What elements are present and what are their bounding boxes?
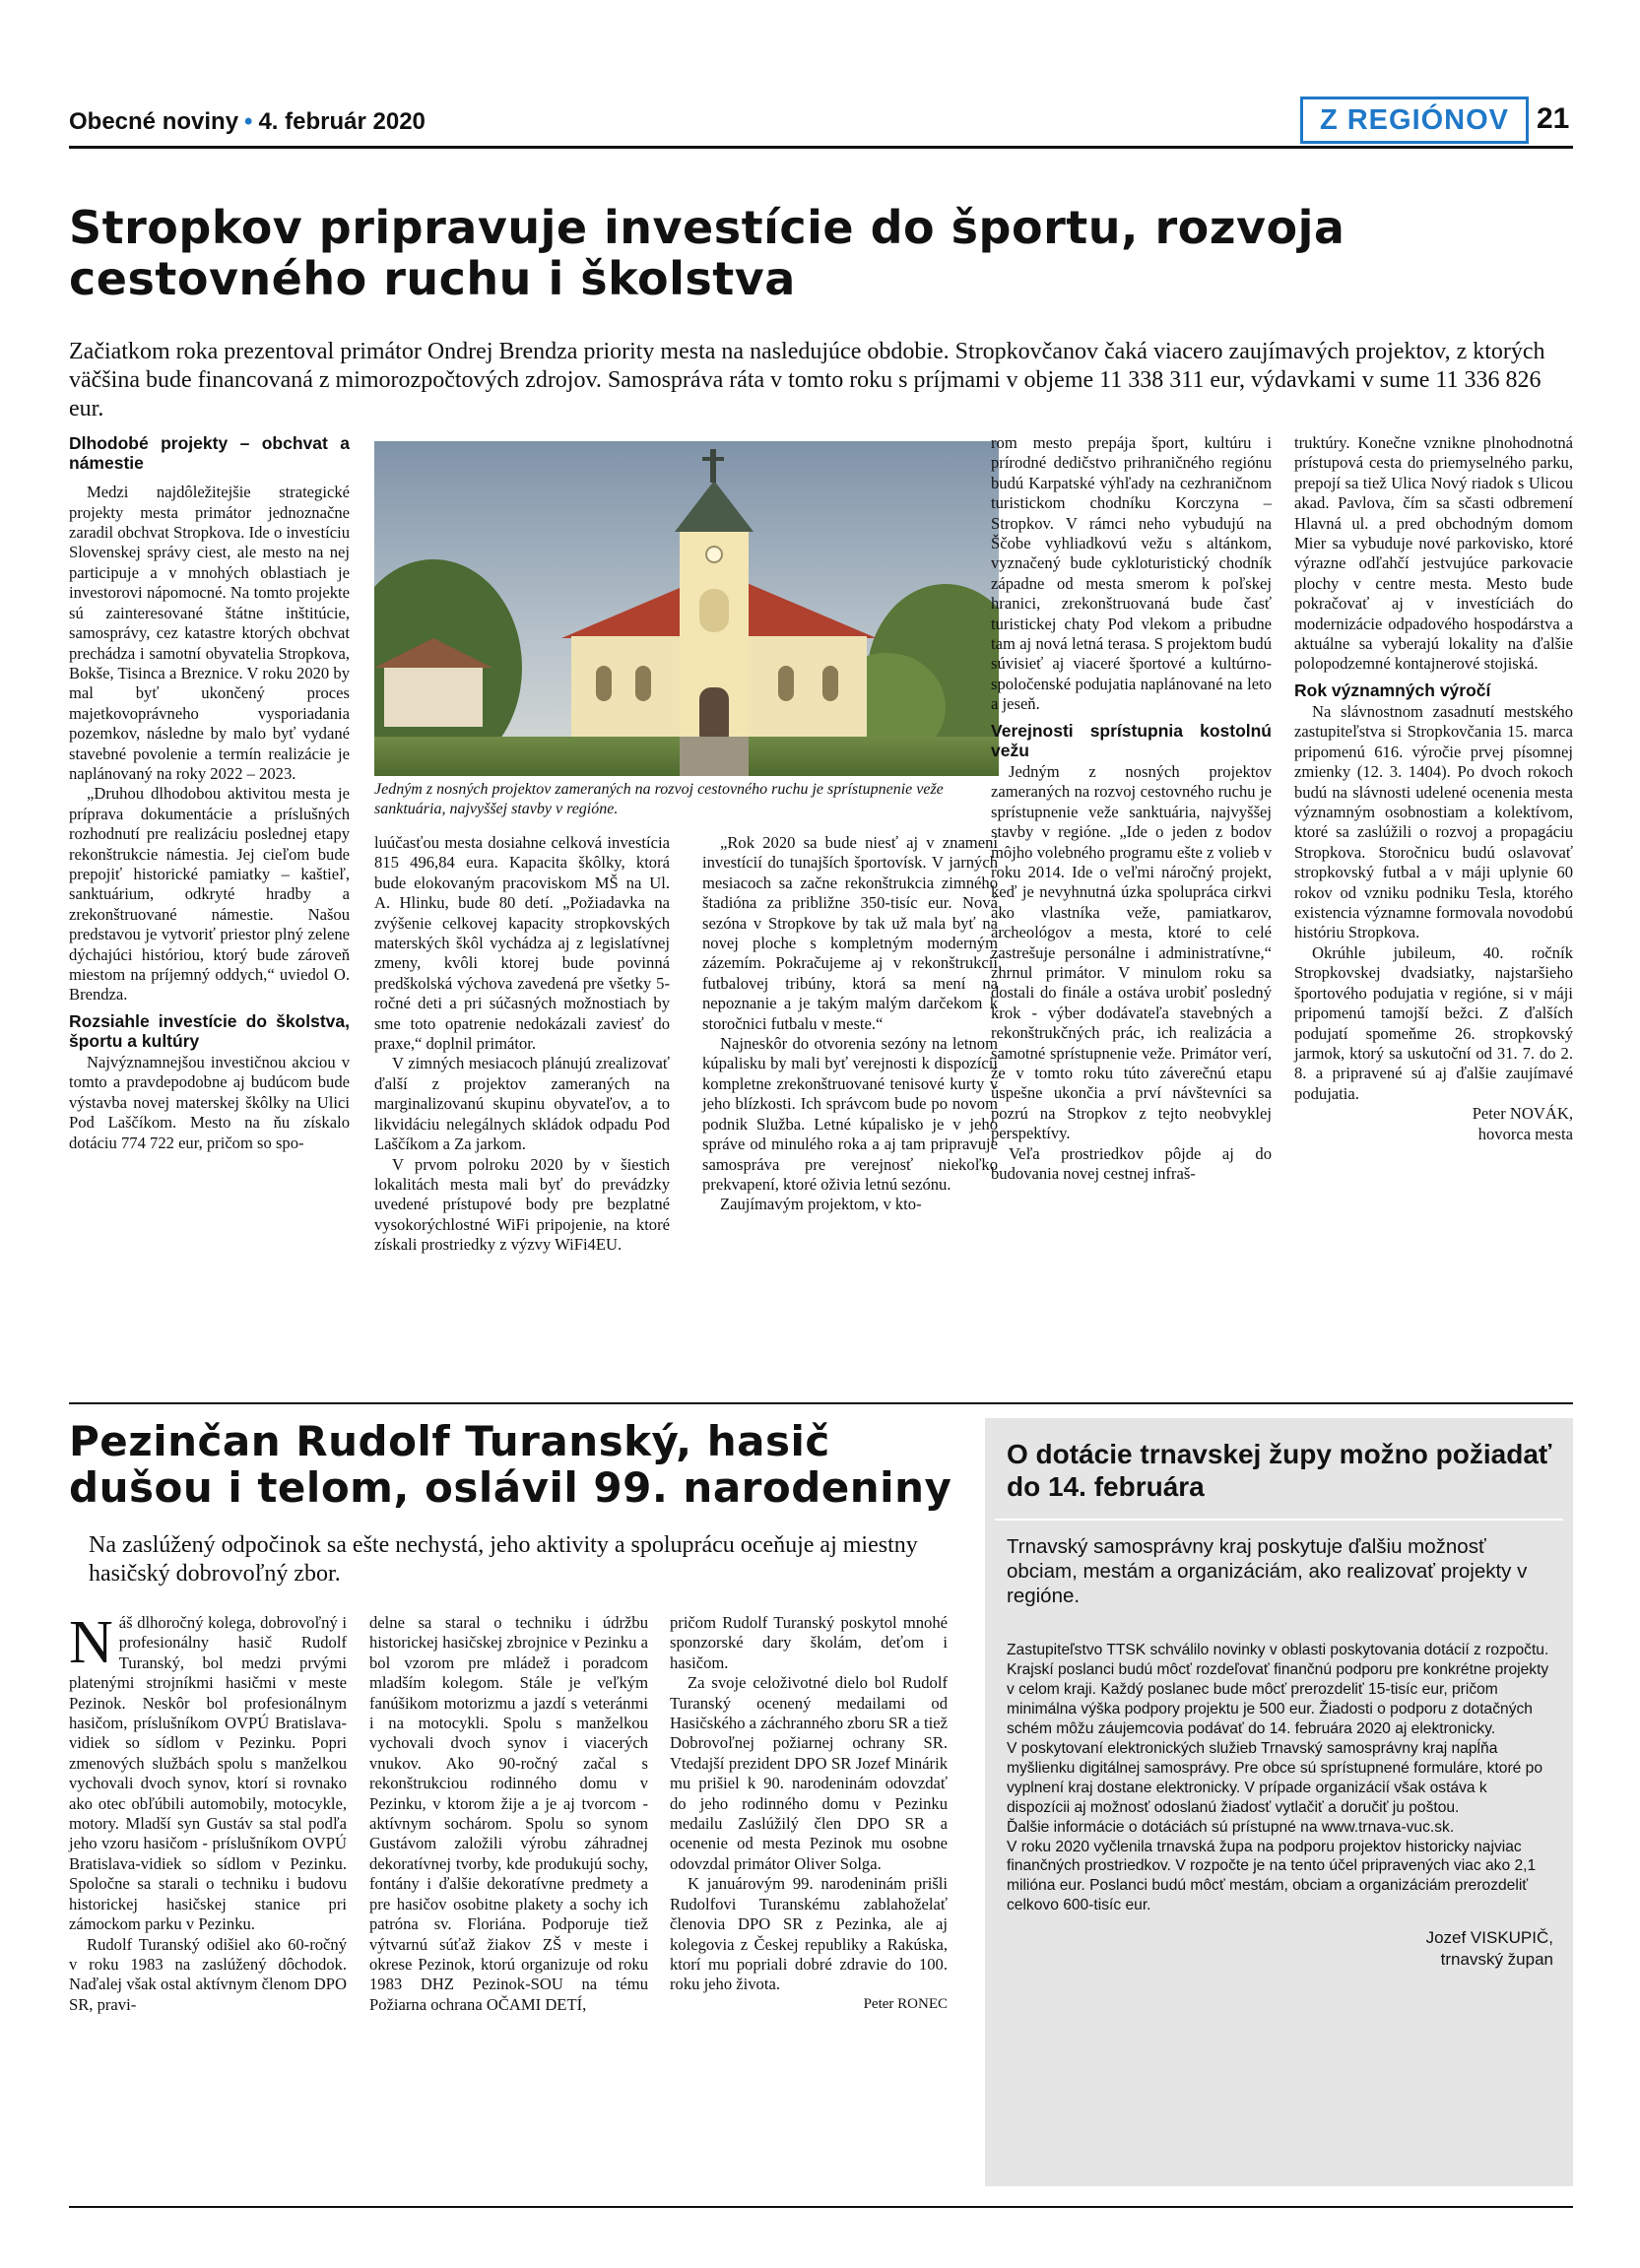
subhead-investments: Rozsiahle investície do školstva, športu a kultúry xyxy=(69,1010,350,1051)
paragraph: luúčasťou mesta dosiahne celková investícia 815 496,84 eura. Kapacita škôlky, ktorá bude elokovaným pracoviskom MŠ na Ul. A. Hlinku, bude 80 detí. „Požiadavka na zvýšenie celkovej kapacity stropkovských materských škôl vychádza aj z legislatívnej zmeny, kvôli ktorej bude povinná predškolská výchova zavedená pre všetky 5-ročné deti a pri súčasných možnostiach by sme toto opatrenie nedokázali zaviesť do praxe,“ doplnil primátor. xyxy=(374,833,670,1054)
article1-headline xyxy=(69,203,1448,304)
church-image xyxy=(374,441,999,776)
paragraph: V roku 2020 vyčlenila trnavská župa na podporu projektov historicky najviac finančných prostriedkov. V rozpočte je na tento účel pripravených viac ako 2,1 milióna eur. Poslanci budú môcť mestám, obciam a organizáciám prerozdeliť celkovo 600-tisíc eur. xyxy=(1007,1838,1537,1914)
header-rule xyxy=(69,146,1573,149)
paragraph: Za svoje celoživotné dielo bol Rudolf Turanský ocenený medailami od Hasičského a záchranného zboru SR a tiež Dobrovoľnej požiarnej ochrany SR. Vtedajší prezident DPO SR Jozef Minárik mu prišiel k 90. narodeninám odovzdať do jeho rodinného domu v Pezinku medailu Zaslúžilý člen DPO SR a ocenenie od mesta Pezinok mu osobne odovzdal primátor Oliver Solga. xyxy=(670,1673,948,1873)
paragraph: Medzi najdôležitejšie strategické projekty mesta primátor jednoznačne zaradil obchvat Stropkova. Ide o investíciu Slovenskej správy ciest, ale mesto na nej participuje a v mnohých oblastiach je investorovi nápomocné. Na tomto projekte sú zainteresované štátne inštitúcie, samosprávy, cez katastre ktorých obchvat prechádza i samotní obyvatelia Stropkova, Bokše, Tisinca a Breznice. V roku 2020 by mal byť ukončený proces majetkovoprávneho vysporiadania pozemkov, následne by malo byť vydané stavebné povolenie a termín realizácie je naplánovaný na roky 2022 – 2023. xyxy=(69,483,350,783)
masthead xyxy=(69,108,426,136)
paragraph: Na slávnostnom zasadnutí mestského zastupiteľstva si Stropkovčania 15. marca pripomenú 616. výročie prvej písomnej zmienky (12. 3. 1404). Po dvoch rokoch budú na slávnosti udelené ocenenia mesta významným osobnostiam a kolektívom, ktoré sa zaslúžili o rozvoj a propagáciu Stropkova. Storočnicu budú oslavovať stropkovský futbal a v máji uplynie 60 rokov od vzniku podniku Tesla, ktorého existencia významne formovala novodobú históriu Stropkova. xyxy=(1294,702,1573,942)
sidebar-lead: Trnavský samosprávny kraj poskytuje ďalšiu možnosť obciam, mestám a organizáciám, ako realizovať projekty v regióne. xyxy=(1007,1535,1528,1607)
paragraph xyxy=(69,1609,347,1935)
article2-headline xyxy=(69,1418,975,1511)
paragraph: „Rok 2020 sa bude niesť aj v znamení investícií do tunajších športovísk. V jarných mesiacoch sa začne rekonštrukcia zimného štadióna za približne 350-tisíc eur. Nová sezóna v Stropkove by tak už mala byť na novej ploche s kompletným moderným zázemím. Pokračujeme aj v rekonštrukcii futbalovej tribúny, ktorá sa mení na nepoznanie a je takým malým darčekom k storočnici futbalu v meste.“ xyxy=(702,833,998,1033)
article1-column-5 xyxy=(1294,433,1573,1144)
paragraph: pričom Rudolf Turanský poskytol mnohé sponzorské dary školám, deťom i hasičom. xyxy=(670,1613,948,1672)
sidebar-body xyxy=(1007,1641,1553,1971)
publication-name: Obecné noviny xyxy=(69,108,239,135)
article1-lead: Začiatkom roka prezentoval primátor Ondrej Brendza priority mesta na nasledujúce obdobie. Stropkovčanov čaká viacero zaujímavých projektov, z ktorých väčšina bude financovaná z mimorozpočtových zdrojov. Samospráva ráta v tomto roku s príjmami v objeme 11 338 311 eur, výdavkami v sume 11 336 826 eur. xyxy=(69,339,1545,421)
article1-column-2 xyxy=(374,833,670,1256)
paragraph: V zimných mesiacoch plánujú zrealizovať ďalší z projektov zameraných na marginalizovanú skupinu obyvateľov, a to likvidáciu nelegálnych skládok odpadu Pod Laščíkom a Za jarkom. xyxy=(374,1054,670,1154)
article1-title-line2: cestovného ruchu i školstva xyxy=(69,251,796,305)
sidebar-author: Jozef VISKUPIČ, xyxy=(1425,1928,1553,1948)
paragraph: Ďalšie informácie o dotáciách sú prístupné na www.trnava-vuc.sk. xyxy=(1007,1818,1455,1836)
paragraph: Najvýznamnejšou investičnou akciou v tomto a pravdepodobne aj budúcom bude výstavba novej materskej škôlky na Ulici Pod Laščíkom. Mesto na ňu získalo dotáciu 774 722 eur, pričom so spo- xyxy=(69,1053,350,1152)
church-photo xyxy=(374,441,999,776)
subhead-long-term-projects: Dlhodobé projekty – obchvat a námestie xyxy=(69,433,350,474)
article2-lead: Na zaslúžený odpočinok sa ešte nechystá, jeho aktivity a spoluprácu oceňuje aj miestny hasičský dobrovoľný zbor. xyxy=(89,1532,918,1587)
article2-column-1 xyxy=(69,1609,347,2015)
paragraph: V prvom polroku 2020 by v šiestich lokalitách mesta mali byť do prevádzky uvedené prístupové body pre bezplatné vysokorýchlostné WiFi pripojenie, na ktoré získali prostriedky z výzvy WiFi4EU. xyxy=(374,1154,670,1255)
article1-author: Peter NOVÁK, xyxy=(1472,1104,1573,1124)
sidebar-title: O dotácie trnavskej župy možno požiadať do 14. februára xyxy=(1007,1439,1552,1503)
footer-rule xyxy=(69,2206,1573,2208)
paragraph: Veľa prostriedkov pôjde aj do budovania novej cestnej infraš- xyxy=(991,1143,1272,1184)
article2-column-3 xyxy=(670,1613,948,2013)
paragraph: Zaujímavým projektom, v kto- xyxy=(720,1195,922,1214)
article1-author-role: hovorca mesta xyxy=(1477,1124,1573,1143)
article2-author: Peter RONEC xyxy=(863,1995,948,2012)
sidebar-author-role: trnavský župan xyxy=(1440,1950,1553,1970)
separator-dot-icon: • xyxy=(244,108,253,135)
page-number: 21 xyxy=(1537,102,1570,135)
paragraph: truktúry. Konečne vznikne plnohodnotná prístupová cesta do priemyselného parku, prepojí sa tiež Ulica Nový riadok s Ulicou akad. Pavlova, čím sa sčasti odbremení Hlavná ul. a pred obchodným domom Mier sa vybuduje nové parkovisko, ktoré výrazne odľahčí jestvujúce parkovacie plochy v centre mesta. Mesto bude pokračovať aj v investíciách do modernizácie odpadového hospodárstva a aktuálne sa vyberajú lokality na ďalšie polopodzemné kontajnerové stojiská. xyxy=(1294,433,1573,674)
sidebar-rule xyxy=(995,1519,1563,1521)
paragraph: Okrúhle jubileum, 40. ročník Stropkovskej dvadsiatky, najstaršieho športového podujatia v regióne, si v máji pripomenú tamojší bežci. Z ďalších podujatí spomeňme 26. stropkovský jarmok, ktorý sa uskutoční od 31. 7. do 2. 8. a pripravené sú aj ďalšie zaujímavé podujatia. xyxy=(1294,942,1573,1103)
paragraph: Rudolf Turanský odišiel ako 60-ročný v roku 1983 na zaslúžený dôchodok. Naďalej však ostal aktívnym členom DPO SR, pravi- xyxy=(69,1934,347,2014)
paragraph: „Druhou dlhodobou aktivitou mesta je príprava dokumentácie a príslušných rozhodnutí pre realizáciu poslednej etapy rekonštrukcie námestia. Jej cieľom bude prepojiť historické pamiatky – kaštieľ, sanktuárium, odkryté hradby a zrekonštruované námestie. Našou predstavou je vytvoriť priestor plný zelene dýchajúci históriou, ktorý bude zároveň miestom na príjemný oddych,“ uviedol O. Brendza. xyxy=(69,784,350,1004)
article2-title-line1: Pezinčan Rudolf Turanský, hasič xyxy=(69,1417,830,1465)
paragraph: delne sa staral o techniku i údržbu historickej hasičskej zbrojnice v Pezinku a bol vzorom pre mládež i poradcom mladším kolegom. Stále je veľkým fanúšikom motorizmu a jazdí s veteránmi i na motocykli. Spolu s manželkou vychovali dvoch synov i viacerých vnukov. Ako 90-ročný začal s rekonštrukciou rodinného domu v Pezinku, v ktorom žije a je aj tvorcom - aktívnym sochárom. Spolu so synom Gustávom založili výrobu záhradnej dekoratívnej tvorby, kde produkujú sochy, fontány i ďalšie dekoratívne predmety a pre hasičov osobitne plakety a sochy ich patróna sv. Floriána. Podporuje tiež výtvarnú súťaž žiakov ZŠ v meste i okrese Pezinok, ktorú organizuje od roku 1983 DHZ Pezinok-SOU na tému Požiarna ochrana OČAMI DETÍ, xyxy=(369,1613,648,2014)
article1-column-3 xyxy=(702,833,998,1215)
photo-caption: Jedným z nosných projektov zameraných na rozvoj cestovného ruchu je sprístupnenie veže sanktuária, najvyššej stavby v regióne. xyxy=(374,781,944,817)
paragraph: K januárovým 99. narodeninám prišli Rudolfovi Turanskému zablahoželať členovia DPO SR z Pezinka, ale aj kolegovia z Českej republiky a Rakúska, ktorí mu popriali dobré zdravie do 100. roku jeho života. xyxy=(670,1874,948,1994)
paragraph-text: áš dlhoročný kolega, dobrovoľný i profesionálny hasič Rudolf Turanský, bol medzi prvými platenými strojníkmi hasičmi v meste Pezinok. Neskôr bol profesionálnym hasičom, príslušníkom OVPÚ Bratislava-vidiek so sídlom v Pezinku. Popri zmenových službách spolu s manželkou vychovali dvoch synov, ktorí si rovnako ako otec obľúbili automobily, motocykle, motory. Mladší syn Gustáv sa stal podľa jeho vzoru hasičom - príslušníkom OVPÚ Bratislava-vidiek so sídlom v Pezinku. Spoločne sa starali o techniku i budovu historickej hasičskej stanice pri zámockom parku v Pezinku. xyxy=(69,1613,347,1934)
dropcap-letter: N xyxy=(69,1609,113,1676)
paragraph: V poskytovaní elektronických služieb Trnavský samosprávny kraj napĺňa myšlienku digitálnej samosprávy. Pre obce sú sprístupnené formuláre, ktoré po vyplnení kraj dostane elektronicky. V prípade organizácií však ostáva k dispozícii aj možnosť odoslanú žiadosť vytlačiť a doručiť ju poštou. xyxy=(1007,1739,1543,1816)
article1-column-4 xyxy=(991,433,1272,1184)
subhead-church-tower: Verejnosti sprístupnia kostolnú vežu xyxy=(991,720,1272,760)
section-label: Z REGIÓNOV xyxy=(1300,97,1529,144)
paragraph: Najneskôr do otvorenia sezóny na letnom kúpalisku by mali byť verejnosti k dispozícii kompletne zrekonštruované tenisové kurty v jeho blízkosti. Ich správcom bude po novom podnik Služba. Letné kúpalisko je v jeho správe od minulého roka a aj tam pripravuje samospráva pre verejnosť niekoľko prekvapení, ktoré oživia letnú sezónu. xyxy=(702,1034,998,1194)
paragraph: Jedným z nosných projektov zameraných na rozvoj cestovného ruchu je sprístupnenie veže sanktuária, najvyššej stavby v regióne. „Ide o jeden z bodov môjho volebného programu ešte z volieb v roku 2014. Ide o veľmi náročný projekt, keď je nevyhnutná úzka spolupráca cirkvi ako vlastníka veže, pamiatkarov, archeológov a mesta, ktoré to celé zastrešuje personálne i administratívne,“ zhrnul primátor. V minulom roku sa dostali do finále a ostáva urobiť posledný krok - výber dodávateľa stavebných a rekonštrukčných prác, ich realizácia a samotné sprístupnenie veže. Primátor verí, že v tomto roku túto záverečnú etapu úspešne ukončia a prví návštevníci sa pozrú na Stropkov z tejto neobvyklej perspektívy. xyxy=(991,761,1272,1143)
article1-column-1 xyxy=(69,433,350,1153)
article2-column-2 xyxy=(369,1613,648,2015)
article2-title-line2: dušou i telom, oslávil 99. narodeniny xyxy=(69,1463,952,1513)
sidebar-box xyxy=(985,1418,1573,2186)
paragraph: rom mesto prepája šport, kultúru i prírodné dedičstvo prihraničného regiónu budú Karpatské výhľady na cezhraničnom turistickom chodníku Korczyna – Stropkov. V rámci neho vybudujú na Ščobe vyhliadkovú vežu s altánkom, vyznačený bude cykloturistický chodník západne od mesta smerom k poľskej hranici, zrekonštruovaná bude časť turistickej chaty Pod vlekom a pribudne tam aj nová letná terasa. S projektom budú súvisieť aj viaceré športové a kultúrno-spoločenské podujatia naplánované na leto a jeseň. xyxy=(991,433,1272,714)
issue-date: 4. február 2020 xyxy=(258,108,426,135)
article1-title-line1: Stropkov pripravuje investície do športu, rozvoja xyxy=(69,201,1345,254)
article-divider xyxy=(69,1402,1573,1404)
subhead-anniversaries: Rok významných výročí xyxy=(1294,680,1491,700)
paragraph: Zastupiteľstvo TTSK schválilo novinky v oblasti poskytovania dotácií z rozpočtu. Krajskí poslanci budú môcť rozdeľovať finančnú podporu pre konkrétne projekty v celom kraji. Každý poslanec bude môcť prerozdeliť 15-tisíc eur, pričom minimálna výška podpory projektu je 500 eur. Žiadosti o podporu z dotačných schém môžu záujemcovia podávať do 14. februára 2020 aj elektronicky. xyxy=(1007,1642,1549,1737)
